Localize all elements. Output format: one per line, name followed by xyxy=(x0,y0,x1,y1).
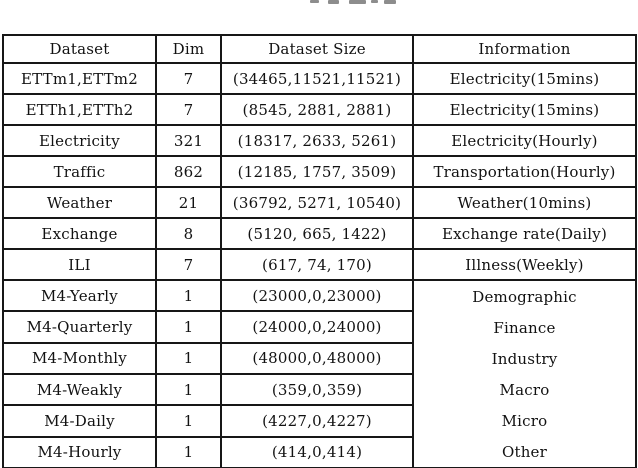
cell-size: (4227,0,4227) xyxy=(221,405,413,436)
table-row xyxy=(3,249,636,280)
cell-dim: 1 xyxy=(156,280,221,311)
cell-dim: 7 xyxy=(156,63,221,94)
cell-info-merged xyxy=(413,280,636,468)
cell-dataset: M4-Hourly xyxy=(3,437,156,468)
cell-info: Transportation(Hourly) xyxy=(413,156,636,187)
caption-glyph-fragment xyxy=(371,0,378,3)
cell-info: Weather(10mins) xyxy=(413,187,636,218)
cell-size: (23000,0,23000) xyxy=(221,280,413,311)
cell-dim: 7 xyxy=(156,94,221,125)
cell-dataset: M4-Yearly xyxy=(3,280,156,311)
cell-info: Exchange rate(Daily) xyxy=(413,218,636,249)
caption-glyph-fragment xyxy=(328,0,339,4)
cell-dataset: Traffic xyxy=(3,156,156,187)
cell-size: (617, 74, 170) xyxy=(221,249,413,280)
cell-size: (359,0,359) xyxy=(221,374,413,405)
cell-dim: 1 xyxy=(156,343,221,374)
cell-size: (36792, 5271, 10540) xyxy=(221,187,413,218)
merged-info-line: Macro xyxy=(499,380,550,399)
cell-size: (48000,0,48000) xyxy=(221,343,413,374)
column-header-dataset: Dataset xyxy=(3,35,156,63)
merged-info-lines xyxy=(414,281,635,467)
column-header-dim: Dim xyxy=(156,35,221,63)
cell-dataset: M4-Monthly xyxy=(3,343,156,374)
cell-info: Electricity(Hourly) xyxy=(413,125,636,156)
cell-info: Electricity(15mins) xyxy=(413,94,636,125)
datasets-table xyxy=(2,34,637,468)
cell-info: Illness(Weekly) xyxy=(413,249,636,280)
table-row xyxy=(3,187,636,218)
column-header-information: Information xyxy=(413,35,636,63)
cell-dim: 1 xyxy=(156,374,221,405)
cell-size: (24000,0,24000) xyxy=(221,311,413,342)
cell-dim: 1 xyxy=(156,405,221,436)
table-row xyxy=(3,156,636,187)
table-row xyxy=(3,63,636,94)
cell-info: Electricity(15mins) xyxy=(413,63,636,94)
cell-size: (5120, 665, 1422) xyxy=(221,218,413,249)
cell-dataset: ETTm1,ETTm2 xyxy=(3,63,156,94)
cell-dataset: Weather xyxy=(3,187,156,218)
cell-dim: 862 xyxy=(156,156,221,187)
table-row xyxy=(3,280,636,311)
cell-dataset: ETTh1,ETTh2 xyxy=(3,94,156,125)
cell-dim: 321 xyxy=(156,125,221,156)
column-header-dataset-size: Dataset Size xyxy=(221,35,413,63)
cell-dataset: M4-Daily xyxy=(3,405,156,436)
cell-size: (8545, 2881, 2881) xyxy=(221,94,413,125)
merged-info-line: Finance xyxy=(493,318,556,337)
caption-glyph-fragment xyxy=(349,0,366,4)
merged-info-line: Demographic xyxy=(472,287,577,306)
cell-size: (414,0,414) xyxy=(221,437,413,468)
cell-size: (18317, 2633, 5261) xyxy=(221,125,413,156)
table-row xyxy=(3,218,636,249)
cell-dataset: Exchange xyxy=(3,218,156,249)
caption-glyph-fragment xyxy=(310,0,319,3)
merged-info-line: Micro xyxy=(501,411,548,430)
cell-dim: 1 xyxy=(156,311,221,342)
cell-dataset: M4-Quarterly xyxy=(3,311,156,342)
cell-dataset: ILI xyxy=(3,249,156,280)
cell-dim: 1 xyxy=(156,437,221,468)
caption-glyph-fragment xyxy=(384,0,396,4)
cell-size: (34465,11521,11521) xyxy=(221,63,413,94)
merged-info-line: Other xyxy=(501,442,548,461)
clipped-caption-fragment xyxy=(0,0,638,6)
merged-info-line: Industry xyxy=(491,349,558,368)
cell-dataset: M4-Weakly xyxy=(3,374,156,405)
cell-dim: 8 xyxy=(156,218,221,249)
cell-size: (12185, 1757, 3509) xyxy=(221,156,413,187)
cell-dataset: Electricity xyxy=(3,125,156,156)
cell-dim: 21 xyxy=(156,187,221,218)
table-header-row xyxy=(3,35,636,63)
cell-dim: 7 xyxy=(156,249,221,280)
table-row xyxy=(3,125,636,156)
table-row xyxy=(3,94,636,125)
